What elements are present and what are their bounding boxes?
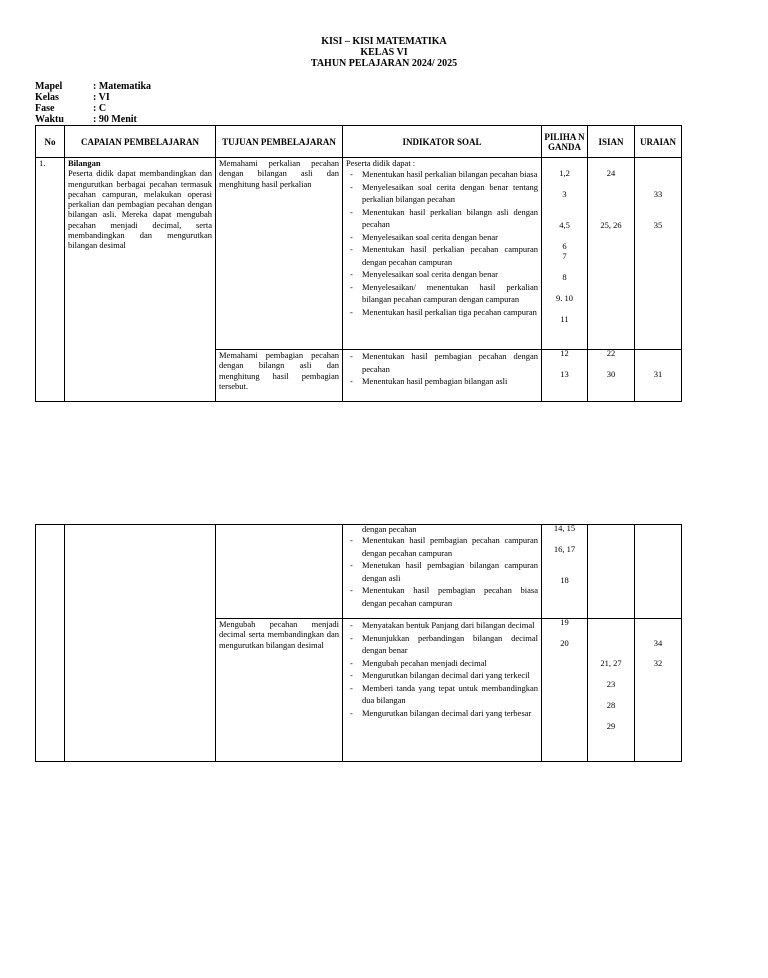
isian-cell	[588, 619, 635, 762]
item-number: 33	[653, 189, 663, 199]
item-number: 8	[562, 272, 567, 282]
uraian-cell	[635, 350, 682, 402]
table-row	[36, 158, 682, 350]
list-item: - Memberi tanda yang tepat untuk membandingkan dua bilangan	[346, 682, 538, 707]
isian-cell	[588, 158, 635, 350]
header-isian: ISIAN	[588, 126, 635, 158]
header-uraian: URAIAN	[635, 126, 682, 158]
meta-label: Waktu	[35, 114, 64, 125]
list-item: - Mengurutkan bilangan decimal dari yang terbesar	[346, 707, 538, 720]
meta-value: : C	[93, 103, 107, 114]
list-item: - Menentukan hasil perkalian pecahan campuran dengan pecahan campuran	[346, 243, 538, 268]
item-number: 18	[560, 575, 569, 585]
header-capaian: CAPAIAN PEMBELAJARAN	[65, 126, 216, 158]
item-number: 9. 10	[556, 293, 573, 303]
meta-label: Kelas	[35, 92, 59, 103]
list-item: - Menentukan hasil pembagian pecahan biasa dengan pecahan campuran	[346, 584, 538, 609]
item-number: 25, 26	[600, 220, 622, 230]
indikator-list	[346, 619, 538, 719]
header-pilihan-ganda: PILIHA N GANDA	[542, 126, 588, 158]
list-item: - Menentukan hasil perkalian bilangn asli dengan pecahan	[346, 206, 538, 231]
capaian-text: Peserta didik dapat membandingkan dan mengurutkan berbagai pecahan termasuk pecahan campuran, melakukan operasi perkalian dan pembagian pecahan dengan bilangan asli. Mereka dapat mengubah pecahan menjadi decimal, serta membandingkan dan mengurutkan bilangan desimal	[68, 168, 212, 251]
item-number: 24	[606, 168, 616, 178]
indikator-cell	[343, 525, 542, 619]
capaian-cell	[65, 158, 216, 402]
meta-value: : VI	[93, 92, 110, 103]
tujuan-cell: Memahami pembagian pecahan dengan bilangn asli dan menghitung hasil pembagian tersebut.	[216, 350, 343, 402]
document-subtitle-class: KELAS VI	[360, 47, 408, 58]
list-item: - Menentukan hasil perkalian bilangan pecahan biasa	[346, 168, 538, 181]
meta-label: Fase	[35, 103, 55, 114]
item-number: 21, 27	[600, 658, 622, 668]
item-number: 13	[560, 369, 569, 379]
list-item: - Menetukan hasil pembagian bilangan campuran dengan asli	[346, 559, 538, 584]
meta-value: : Matematika	[93, 81, 152, 92]
tujuan-cell: Mengubah pecahan menjadi decimal serta membandingkan dan mengurutkan bilangan desimal	[216, 619, 343, 762]
indikator-cell	[343, 158, 542, 350]
meta-value: : 90 Menit	[93, 114, 137, 125]
list-item: - Menyatakan bentuk Panjang dari bilangan decimal	[346, 619, 538, 632]
item-number: 34	[653, 638, 663, 648]
item-number: 30	[606, 369, 616, 379]
item-number: 35	[653, 220, 663, 230]
indikator-cell	[343, 619, 542, 762]
table-header-row	[36, 126, 682, 158]
item-number: 11	[560, 314, 569, 324]
isian-cell	[588, 350, 635, 402]
meta-fase	[35, 103, 106, 114]
item-number: 16, 17	[553, 544, 576, 554]
indikator-cell	[343, 350, 542, 402]
list-item: - Menyelesaikan soal cerita dengan benar	[346, 231, 538, 244]
item-number: 29	[606, 721, 616, 731]
table-row	[36, 525, 682, 619]
meta-kelas	[35, 92, 110, 103]
header-indikator: INDIKATOR SOAL	[343, 126, 542, 158]
indikator-list	[346, 168, 538, 318]
list-item: - Menunjukkan perbandingan bilangan decimal dengan benar	[346, 632, 538, 657]
list-item: - Mengurutkan bilangan decimal dari yang terkecil	[346, 669, 538, 682]
item-number: 12	[560, 348, 569, 358]
item-number: 20	[560, 638, 569, 648]
pilihan-ganda-cell	[542, 350, 588, 402]
item-number: 4,5	[559, 220, 570, 230]
indikator-list	[346, 534, 538, 609]
pilihan-ganda-cell	[542, 158, 588, 350]
item-number: 3	[562, 189, 567, 199]
list-item: - Menyelesaikan/ menentukan hasil perkalian bilangan pecahan campuran dengan campuran	[346, 281, 538, 306]
item-number: 1,2	[559, 168, 570, 178]
item-number: 32	[653, 658, 663, 668]
header-no: No	[36, 126, 65, 158]
item-number: 14, 15	[553, 523, 576, 533]
uraian-cell	[635, 619, 682, 762]
item-number: 31	[653, 369, 663, 379]
item-number: 19	[560, 617, 569, 627]
list-item: - Menyelesaikan soal cerita dengan benar tentang perkalian bilangan pecahan	[346, 181, 538, 206]
list-item: - Menyelesaikan soal cerita dengan benar	[346, 268, 538, 281]
item-number: 28	[606, 700, 616, 710]
item-number: 22	[606, 348, 616, 358]
item-number: 6	[562, 241, 567, 251]
document-title: KISI – KISI MATEMATIKA	[321, 36, 447, 47]
pilihan-ganda-cell	[542, 619, 588, 762]
meta-mapel	[35, 81, 151, 92]
list-item: - Menentukan hasil pembagian bilangan asli	[346, 375, 538, 388]
pilihan-ganda-cell	[542, 525, 588, 619]
tujuan-cell: Memahami perkalian pecahan dengan bilangan asli dan menghitung hasil perkalian	[216, 158, 343, 350]
meta-waktu	[35, 114, 137, 125]
indikator-lead: Peserta didik dapat :	[346, 158, 416, 168]
row-number: 1.	[36, 158, 65, 402]
item-number: 23	[606, 679, 616, 689]
header-tujuan: TUJUAN PEMBELAJARAN	[216, 126, 343, 158]
list-item: - Mengubah pecahan menjadi decimal	[346, 657, 538, 670]
capaian-title: Bilangan	[68, 158, 101, 168]
meta-label: Mapel	[35, 81, 63, 92]
document-subtitle-year: TAHUN PELAJARAN 2024/ 2025	[310, 58, 458, 69]
indikator-continuation: dengan pecahan	[362, 524, 417, 534]
kisi-table-page2	[35, 524, 682, 762]
list-item: - Menentukan hasil pembagian pecahan dengan pecahan	[346, 350, 538, 375]
kisi-table-page1	[35, 125, 682, 402]
list-item: - Menentukan hasil pembagian pecahan campuran dengan pecahan campuran	[346, 534, 538, 559]
indikator-list	[346, 350, 538, 388]
uraian-cell	[635, 158, 682, 350]
list-item: - Menentukan hasil perkalian tiga pecahan campuran	[346, 306, 538, 319]
item-number: 7	[562, 251, 567, 261]
